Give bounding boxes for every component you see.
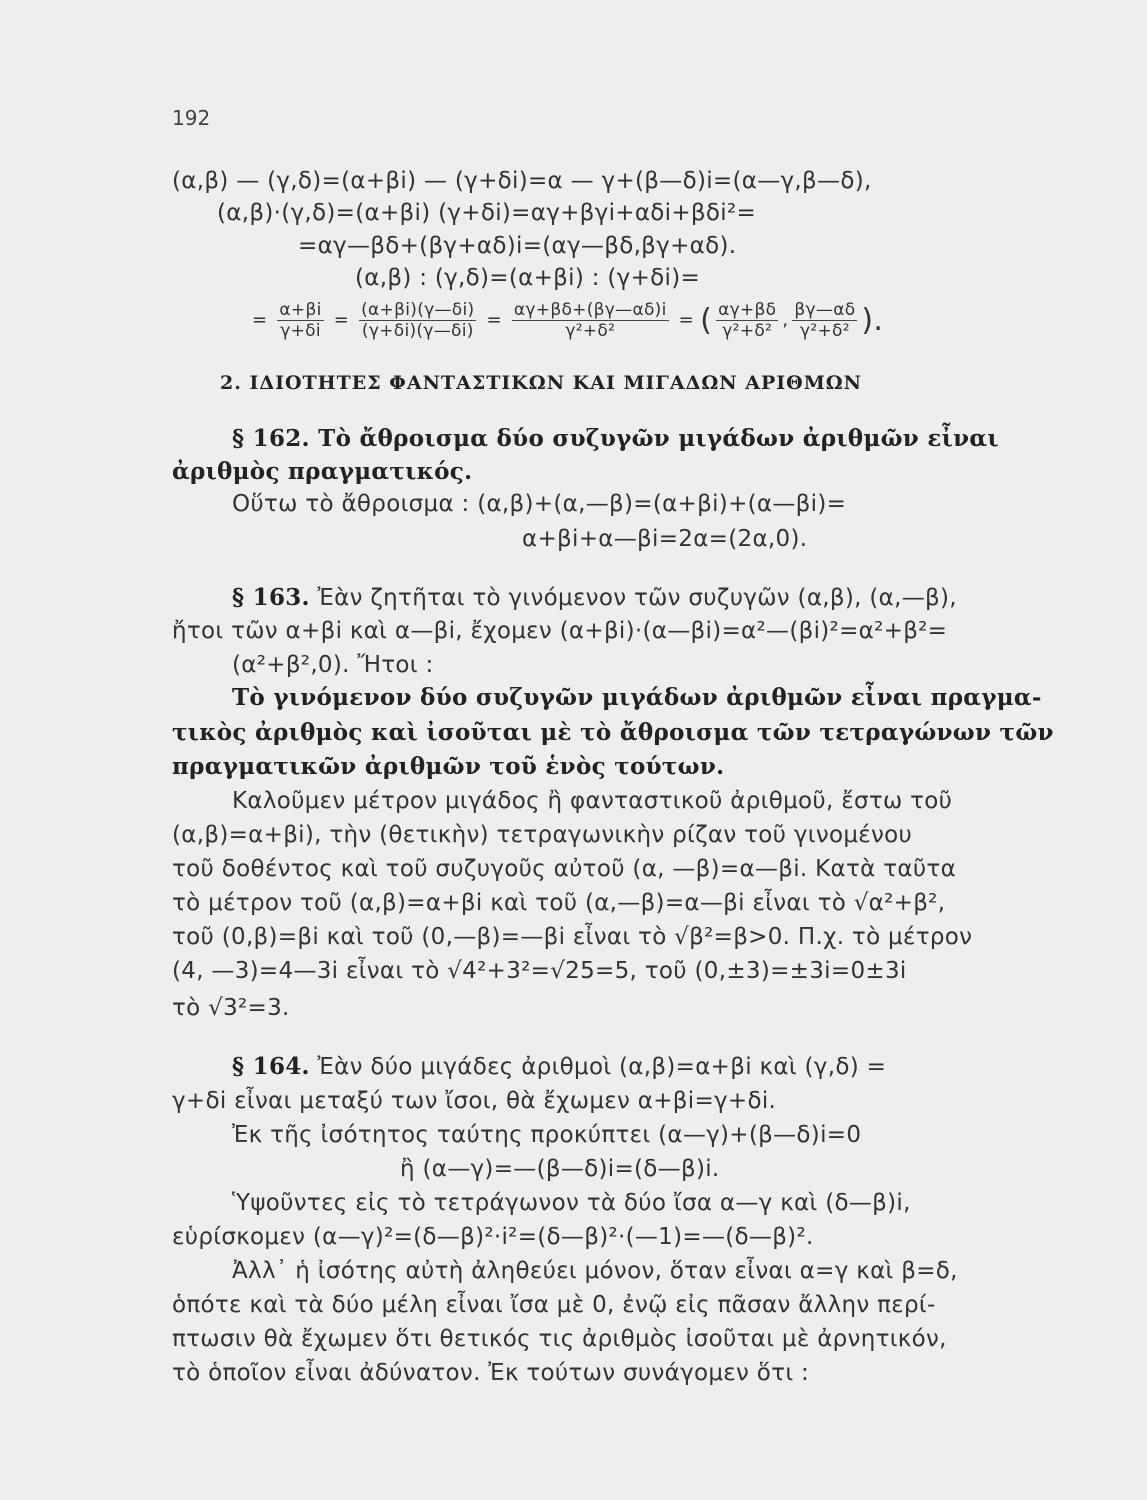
paragraph-162-title-a: Τὸ ἄθροισμα δύο συζυγῶν μιγάδων ἀριθμῶν εἶναι: [318, 425, 999, 452]
paragraph-164-line-8: ὁπότε καὶ τὰ δύο μέλη εἶναι ἴσα μὲ 0, ἐνῷ εἰς πᾶσαν ἄλλην περί-: [172, 1292, 936, 1318]
fraction-denominator: γ²+δ²: [565, 321, 616, 341]
comma: ,: [782, 309, 789, 331]
fraction-5: [792, 300, 857, 341]
fraction-numerator: (α+βi)(γ—δi): [361, 300, 475, 320]
paragraph-164-text-1: Ἐὰν δύο μιγάδες ἀριθμοὶ (α,β)=α+βi καὶ (γ,δ) =: [317, 1054, 887, 1080]
fraction-2: [359, 300, 476, 341]
paragraph-164-line-4: ἢ (α—γ)=—(β—δ)i=(δ—β)i.: [400, 1156, 720, 1182]
equals-sign: =: [252, 309, 268, 331]
paragraph-164-line-2: γ+δi εἶναι μεταξύ των ἴσοι, θὰ ἔχωμεν α+βi=γ+δi.: [172, 1088, 777, 1114]
theorem-line-1: Τὸ γινόμενον δύο συζυγῶν μιγάδων ἀριθμῶν εἶναι πραγμα-: [232, 684, 1042, 711]
paragraph-163-line-7: τὸ μέτρον τοῦ (α,β)=α+βi καὶ τοῦ (α,—β)=α—βi εἶναι τὸ √α²+β²,: [172, 890, 946, 916]
paragraph-162-line-1: Οὕτω τὸ ἄθροισμα : (α,β)+(α,—β)=(α+βi)+(α—βi)=: [232, 491, 847, 517]
paragraph-163-text-1: Ἐὰν ζητῆται τὸ γινόμενον τῶν συζυγῶν (α,β), (α,—β),: [317, 585, 957, 611]
formula-quotient: (α,β) : (γ,δ)=(α+βi) : (γ+δi)=: [355, 265, 701, 291]
paragraph-164-line-7: Ἀλλ᾽ ἡ ἰσότης αὐτὴ ἀληθεύει μόνον, ὅταν εἶναι α=γ καὶ β=δ,: [232, 1258, 958, 1284]
fraction-denominator: γ²+δ²: [799, 321, 850, 341]
fraction-3: [512, 300, 669, 341]
paragraph-number: § 163.: [232, 584, 310, 611]
paragraph-164-line-1: [232, 1053, 886, 1080]
paragraph-162-title-line-1: [232, 425, 999, 452]
fraction-1: [277, 300, 323, 341]
paragraph-164-line-10: τὸ ὁποῖον εἶναι ἀδύνατον. Ἐκ τούτων συνάγομεν ὅτι :: [172, 1360, 810, 1386]
paragraph-163-line-5: (α,β)=α+βi), τὴν (θετικὴν) τετραγωνικὴν ρίζαν τοῦ γινομένου: [172, 822, 913, 848]
section-heading: 2. ΙΔΙΟΤΗΤΕΣ ΦΑΝΤΑΣΤΙΚΩΝ ΚΑΙ ΜΙΓΑΔΩΝ ΑΡΙΘΜΩΝ: [220, 372, 863, 394]
paragraph-163-line-8: τοῦ (0,β)=βi καὶ τοῦ (0,—β)=—βi εἶναι τὸ √β²=β>0. Π.χ. τὸ μέτρον: [172, 924, 973, 950]
theorem-line-2: τικὸς ἀριθμὸς καὶ ἰσοῦται μὲ τὸ ἄθροισμα τῶν τετραγώνων τῶν: [172, 719, 1054, 746]
paragraph-164-line-5: Ὑψοῦντες εἰς τὸ τετράγωνον τὰ δύο ἴσα α—γ καὶ (δ—β)i,: [232, 1190, 911, 1216]
fraction-numerator: α+βi: [279, 300, 322, 320]
fraction-denominator: γ+δi: [280, 321, 321, 341]
paragraph-164-line-3: Ἐκ τῆς ἰσότητος ταύτης προκύπτει (α—γ)+(β—δ)i=0: [232, 1122, 862, 1148]
paragraph-number: § 162.: [232, 425, 310, 452]
paragraph-162-line-2: α+βi+α—βi=2α=(2α,0).: [522, 526, 808, 552]
paragraph-number: § 164.: [232, 1053, 310, 1080]
theorem-line-3: πραγματικῶν ἀριθμῶν τοῦ ἑνὸς τούτων.: [172, 753, 725, 780]
equals-sign: =: [678, 309, 695, 331]
paragraph-162-title-line-2: ἀριθμὸς πραγματικός.: [172, 458, 473, 485]
page-number: 192: [172, 106, 211, 130]
formula-product: (α,β)·(γ,δ)=(α+βi) (γ+δi)=αγ+βγi+αδi+βδi²=: [217, 200, 757, 226]
formula-difference: (α,β) — (γ,δ)=(α+βi) — (γ+δi)=α — γ+(β—δ)i=(α—γ,β—δ),: [172, 168, 872, 194]
paragraph-164-line-6: εὑρίσκομεν (α—γ)²=(δ—β)²·i²=(δ—β)²·(—1)=—(δ—β)².: [172, 1224, 814, 1250]
paragraph-163-line-9: (4, —3)=4—3i εἶναι τὸ √4²+3²=√25=5, τοῦ (0,±3)=±3i=0±3i: [172, 958, 907, 984]
equals-sign: =: [333, 309, 350, 331]
paragraph-163-line-1: [232, 584, 957, 611]
close-paren: ).: [861, 303, 884, 338]
paragraph-163-line-2: ἤτοι τῶν α+βi καὶ α—βi, ἔχομεν (α+βi)·(α—βi)=α²—(βi)²=α²+β²=: [172, 618, 948, 644]
formula-quotient-fractions: [252, 300, 883, 341]
paragraph-163-line-6: τοῦ δοθέντος καὶ τοῦ συζυγοῦς αὐτοῦ (α, —β)=α—βi. Κατὰ ταῦτα: [172, 856, 957, 882]
paragraph-163-line-3: (α²+β²,0). Ἤτοι :: [232, 652, 434, 678]
formula-product-result: =αγ—βδ+(βγ+αδ)i=(αγ—βδ,βγ+αδ).: [298, 233, 737, 259]
fraction-denominator: (γ+δi)(γ—δi): [361, 321, 474, 341]
fraction-4: [716, 300, 778, 341]
paragraph-163-line-10: τὸ √3²=3.: [172, 995, 290, 1021]
fraction-numerator: βγ—αδ: [794, 300, 856, 320]
fraction-denominator: γ²+δ²: [722, 321, 773, 341]
fraction-numerator: αγ+βδ+(βγ—αδ)i: [513, 300, 667, 320]
open-paren: (: [700, 303, 713, 338]
paragraph-164-line-9: πτωσιν θὰ ἔχωμεν ὅτι θετικός τις ἀριθμὸς ἰσοῦται μὲ ἀρνητικόν,: [172, 1326, 947, 1352]
fraction-numerator: αγ+βδ: [718, 300, 777, 320]
paragraph-163-line-4: Καλοῦμεν μέτρον μιγάδος ἢ φανταστικοῦ ἀριθμοῦ, ἔστω τοῦ: [232, 788, 953, 814]
equals-sign: =: [486, 309, 502, 331]
